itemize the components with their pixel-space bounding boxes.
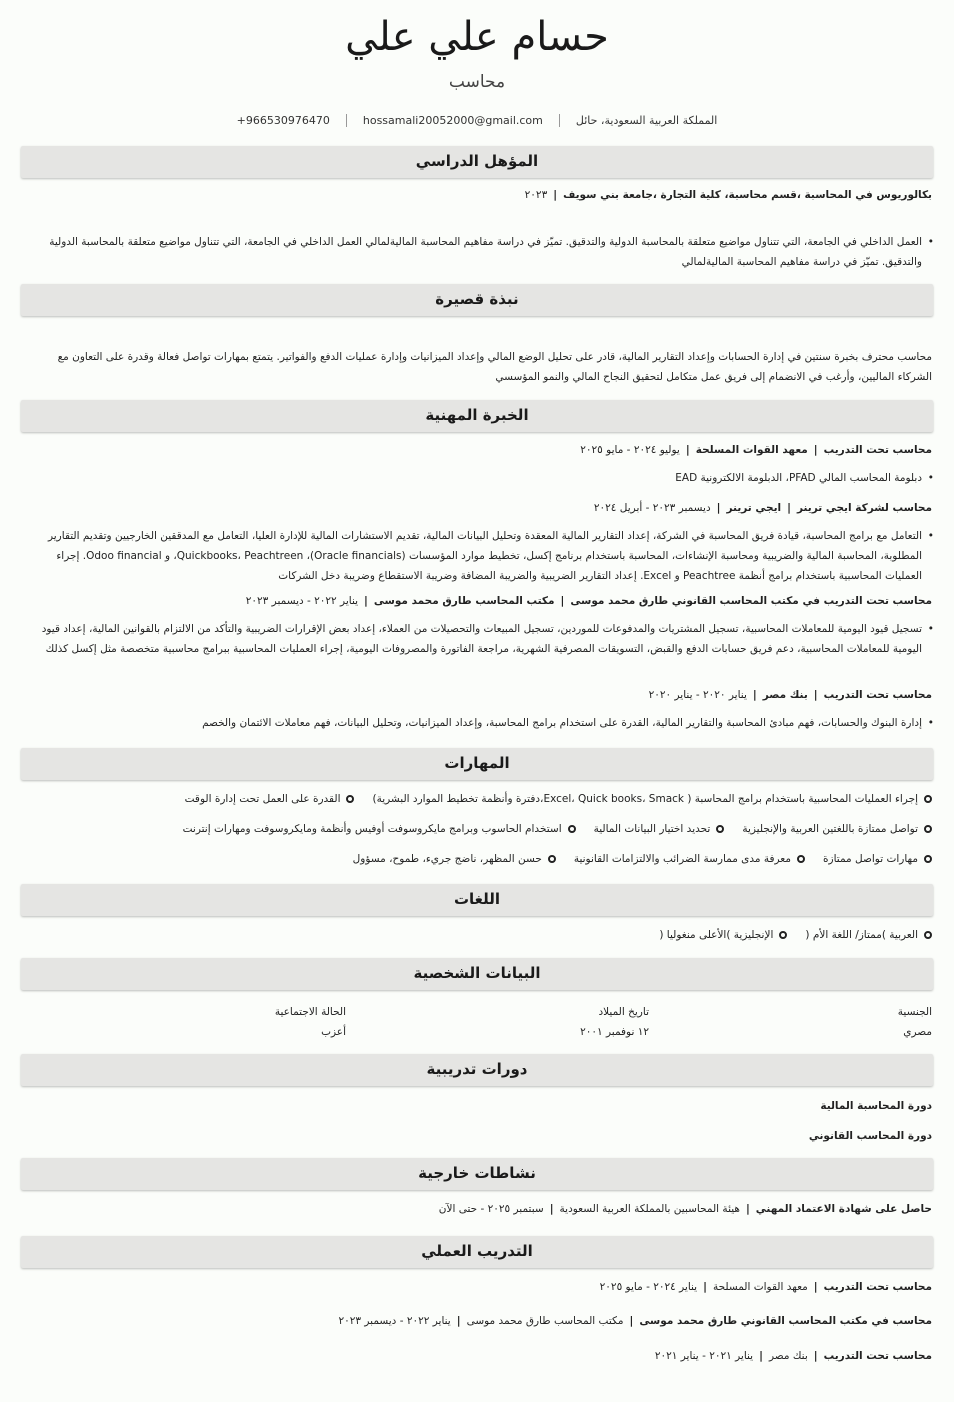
personal-nationality: الجنسية مصري xyxy=(897,1006,932,1038)
languages-row xyxy=(22,926,932,944)
experience-bullet: • دبلومة المحاسب المالي PFAD، الدبلومة الالكترونية EAD xyxy=(28,468,932,488)
section-personal-header: البيانات الشخصية xyxy=(21,958,933,990)
course-item: دورة المحاسب القانوني xyxy=(808,1130,932,1142)
section-skills-header: المهارات xyxy=(21,748,933,780)
course-item: دورة المحاسبة المالية xyxy=(820,1100,932,1112)
bullet-circle-icon xyxy=(779,931,787,939)
skill-item: القدرة على العمل تحت إدارة الوقت xyxy=(185,790,355,808)
skill-item: مهارات تواصل ممتازة xyxy=(823,850,932,868)
bullet-circle-icon xyxy=(346,795,354,803)
bullet-circle-icon xyxy=(797,855,805,863)
practical-entry: محاسب في مكتب المحاسب القانوني طارق محمد موسى|مكتب المحاسب طارق محمد موسى|يناير ٢٠٢٢ - ديسمبر ٢٠٢٣ xyxy=(338,1315,932,1327)
summary-text: محاسب محترف بخبرة سنتين في إدارة الحسابات وإعداد التقارير المالية، قادر على تحليل الوضع المالي وإعداد الميزانيات وإدارة عمليات الدفع والفواتير. يتمتع بمهارات تواصل فعالة وقدرة على التعاون مع الشركاء الماليين، وأرغب في الانضمام إلى فريق عمل متكامل لتحقيق النجاح المالي والنمو المؤسسي xyxy=(57,351,932,383)
skill-item: تواصل ممتازة باللغتين العربية والإنجليزية xyxy=(742,820,932,838)
skill-item: استخدام الحاسوب وبرامج مايكروسوفت أوفيس وأنظمة ومايكروسوفت ومهارات إنترنت xyxy=(183,820,576,838)
practical-entry: محاسب تحت التدريب|بنك مصر|يناير ٢٠٢١ - يناير ٢٠٢١ xyxy=(654,1350,932,1362)
experience-bullet: • التعامل مع برامج المحاسبة، قيادة فريق المحاسبة في الشركة، إعداد التقارير المالية المعقدة وتحليل البيانات المالية، تقديم الاستشارات المالية للإدارة العليا، التعامل مع المدققين الخارجيين وتقديم التقارير المطلوبة، المحاسبة المالية والضريبية ومحاسبة الإنشاءات، المحاسبة باستخدام برنامج إكسل، تخطيط موارد المؤسسات (Oracle financials)، Quickbooks، Peachtreen، و Odoo financial. إجراء العمليات المحاسبية باستخدام برامج أنظمة Peachtree و Excel. إعداد التقارير الضريبية والضريبة المضافة وضريبة الاستقطاع وضريبة دخل الشركات xyxy=(28,526,932,586)
practical-entry: محاسب تحت التدريب|معهد القوات المسلحة|يناير ٢٠٢٤ - مايو ٢٠٢٥ xyxy=(599,1281,932,1293)
education-year: ٢٠٢٣ xyxy=(524,189,548,201)
section-summary-header: نبذة قصيرة xyxy=(21,284,933,316)
experience-entry: محاسب تحت التدريب|بنك مصر|يناير ٢٠٢٠ - يناير ٢٠٢٠ xyxy=(648,689,932,701)
skill-item: حسن المظهر، ناضج جريء، طموح، مسؤول xyxy=(353,850,556,868)
contact-row xyxy=(0,114,954,127)
education-bullet: • العمل الداخلي في الجامعة، التي تتناول مواضيع متعلقة بالمحاسبة الدولية والتدقيق. تميّز في دراسة مفاهيم المحاسبة الماليةلمالي العمل الداخلي في الجامعة، التي تتناول مواضيع متعلقة بالمحاسبة الدولية والتدقيق. تميّز في دراسة مفاهيم المحاسبة الماليةلمالي xyxy=(28,232,932,272)
bullet-circle-icon xyxy=(568,825,576,833)
experience-entry: محاسب لشركة ايجي ترينر|ايجي ترينر|ديسمبر ٢٠٢٣ - أبريل ٢٠٢٤ xyxy=(593,502,932,514)
experience-bullet: • إدارة البنوك والحسابات، فهم مبادئ المحاسبة والتقارير المالية، القدرة على استخدام برامج المحاسبة، وإعداد الميزانيات، وتحليل البيانات، فهم معاملات الائتمان والخصم xyxy=(28,713,932,733)
experience-entry: محاسب تحت التدريب في مكتب المحاسب القانوني طارق محمد موسى|مكتب المحاسب طارق محمد موسى|يناير ٢٠٢٢ - ديسمبر ٢٠٢٣ xyxy=(245,595,932,607)
section-experience-header: الخبرة المهنية xyxy=(21,400,933,432)
skill-item: معرفة مدى ممارسة الضرائب والالتزامات القانونية xyxy=(574,850,805,868)
job-title: محاسب xyxy=(448,72,506,92)
skills-row xyxy=(22,850,932,868)
bullet-circle-icon xyxy=(924,795,932,803)
section-languages-header: اللغات xyxy=(21,884,933,916)
section-activities-header: نشاطات خارجية xyxy=(21,1158,933,1190)
phone-text: +966530976470 xyxy=(236,114,330,127)
skill-item: إجراء العمليات المحاسبية باستخدام برامج المحاسبة ( Excel، Quick books، Smack،دفترة وأنظمة تخطيط الموارد البشرية) xyxy=(372,790,932,808)
personal-marital: الحالة الاجتماعية أعزب xyxy=(274,1006,346,1038)
skills-row xyxy=(22,820,932,838)
bullet-circle-icon xyxy=(924,825,932,833)
bullet-circle-icon xyxy=(716,825,724,833)
bullet-circle-icon xyxy=(924,855,932,863)
personal-birthdate: تاريخ الميلاد ١٢ نوفمبر ٢٠٠١ xyxy=(580,1006,649,1038)
experience-entry: محاسب تحت التدريب|معهد القوات المسلحة|يوليو ٢٠٢٤ - مايو ٢٠٢٥ xyxy=(580,444,932,456)
language-item: الإنجليزية )الأعلى منغوليا ( xyxy=(659,926,787,944)
education-entry: بكالوريوس في المحاسبة ،قسم محاسبة، كلية التجارة ،جامعة بني سويف|٢٠٢٣ xyxy=(524,189,932,201)
experience-bullet: • تسجيل قيود اليومية للمعاملات المحاسبية، تسجيل المشتريات والمدفوعات للموردين، تسجيل المبيعات والتحصيلات من العملاء، إعداد بعض الإقرارات الضريبية والتأكد من الالتزام بالقوانين المالية، إعداد قيود اليومية للمعاملات المحاسبية، دعم فريق حسابات الدفع والقبض، التسويقات المصرفية الشهرية، مراجعة الفاتورة والمصروفات اليومية، إجراء العمليات المحاسبية ببرامج محاسبية متخصصة مثل إكسل كذلك xyxy=(28,619,932,659)
location-text: المملكة العربية السعودية، حائل xyxy=(575,114,718,127)
section-education-header: المؤهل الدراسي xyxy=(21,146,933,178)
skills-row xyxy=(22,790,932,808)
email-link[interactable]: hossamali20052000@gmail.com xyxy=(362,114,543,127)
divider xyxy=(346,114,347,127)
resume-name: حسام علي علي xyxy=(345,14,609,60)
language-item: العربية )ممتاز/ اللغة الأم ( xyxy=(805,926,932,944)
activity-entry: حاصل على شهادة الاعتماد المهني|هيئة المحاسبين بالمملكة العربية السعودية|سبتمبر ٢٠٢٥ - حتى الآن xyxy=(438,1203,932,1215)
section-courses-header: دورات تدريبية xyxy=(21,1054,933,1086)
bullet-circle-icon xyxy=(548,855,556,863)
skill-item: تحديد اختيار البيانات المالية xyxy=(594,820,725,838)
section-practical-header: التدريب العملي xyxy=(21,1236,933,1268)
divider xyxy=(559,114,560,127)
bullet-circle-icon xyxy=(924,931,932,939)
education-degree: بكالوريوس في المحاسبة ،قسم محاسبة، كلية التجارة ،جامعة بني سويف xyxy=(563,189,932,201)
